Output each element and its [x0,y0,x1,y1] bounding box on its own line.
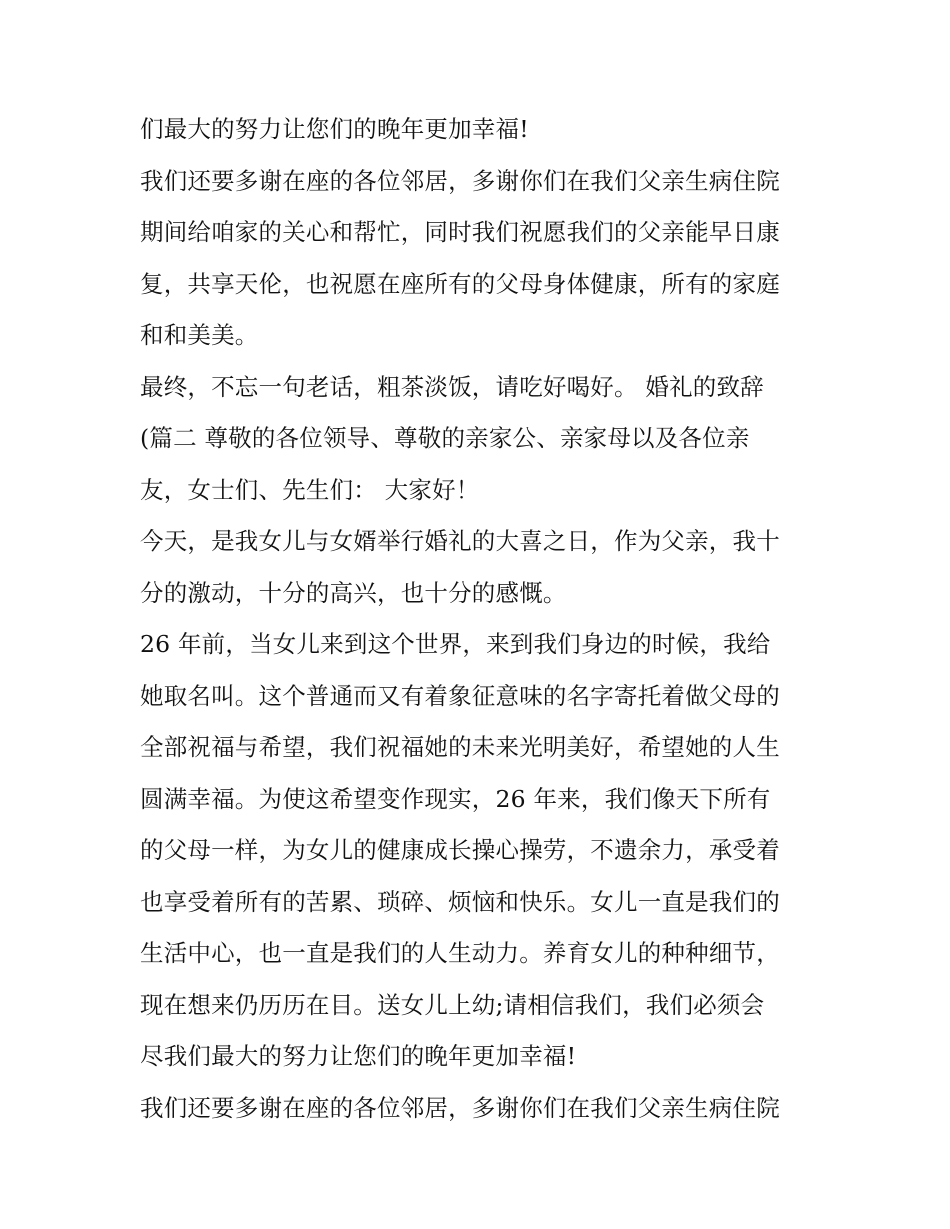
text-line: 的父母一样，为女儿的健康成长操心操劳，不遗余力，承受着 [140,836,780,864]
text-line: 也享受着所有的苦累、琐碎、烦恼和快乐。女儿一直是我们的 [140,887,780,916]
document-body [140,104,830,1134]
text-line: 和和美美。 [140,321,259,349]
text-line: 今天，是我女儿与女婿举行婚礼的大喜之日，作为父亲，我十 [140,527,780,555]
text-line: 分的激动，十分的高兴，也十分的感慨。 [140,578,567,607]
text-line: 们最大的努力让您们的晚年更加幸福! [140,115,529,143]
text-line: 生活中心，也一直是我们的人生动力。养育女儿的种种细节， [140,939,780,967]
text-line: (篇二 尊敬的各位领导、尊敬的亲家公、亲家母以及各位亲 [140,424,750,452]
text-line: 我们还要多谢在座的各位邻居，多谢你们在我们父亲生病住院 [140,1093,780,1122]
text-line: 我们还要多谢在座的各位邻居，多谢你们在我们父亲生病住院 [140,166,780,195]
text-line: 复，共享天伦，也祝愿在座所有的父母身体健康，所有的家庭 [140,269,780,298]
text-line: 她取名叫。这个普通而又有着象征意味的名字寄托着做父母的 [140,681,780,710]
text-line: 最终，不忘一句老话，粗茶淡饭，请吃好喝好。 婚礼的致辞 [140,372,764,401]
text-line: 友，女士们、先生们： 大家好！ [140,475,480,504]
text-line: 圆满幸福。为使这希望变作现实，26 年来，我们像天下所有 [140,784,771,813]
text-line: 尽我们最大的努力让您们的晚年更加幸福! [140,1042,577,1070]
text-line: 现在想来仍历历在目。送女儿上幼;请相信我们，我们必须会 [140,990,765,1019]
text-line: 全部祝福与希望，我们祝福她的未来光明美好，希望她的人生 [140,733,780,761]
text-line: 26 年前，当女儿来到这个世界，来到我们身边的时候，我给 [140,630,771,658]
text-line: 期间给咱家的关心和帮忙，同时我们祝愿我们的父亲能早日康 [140,218,780,246]
